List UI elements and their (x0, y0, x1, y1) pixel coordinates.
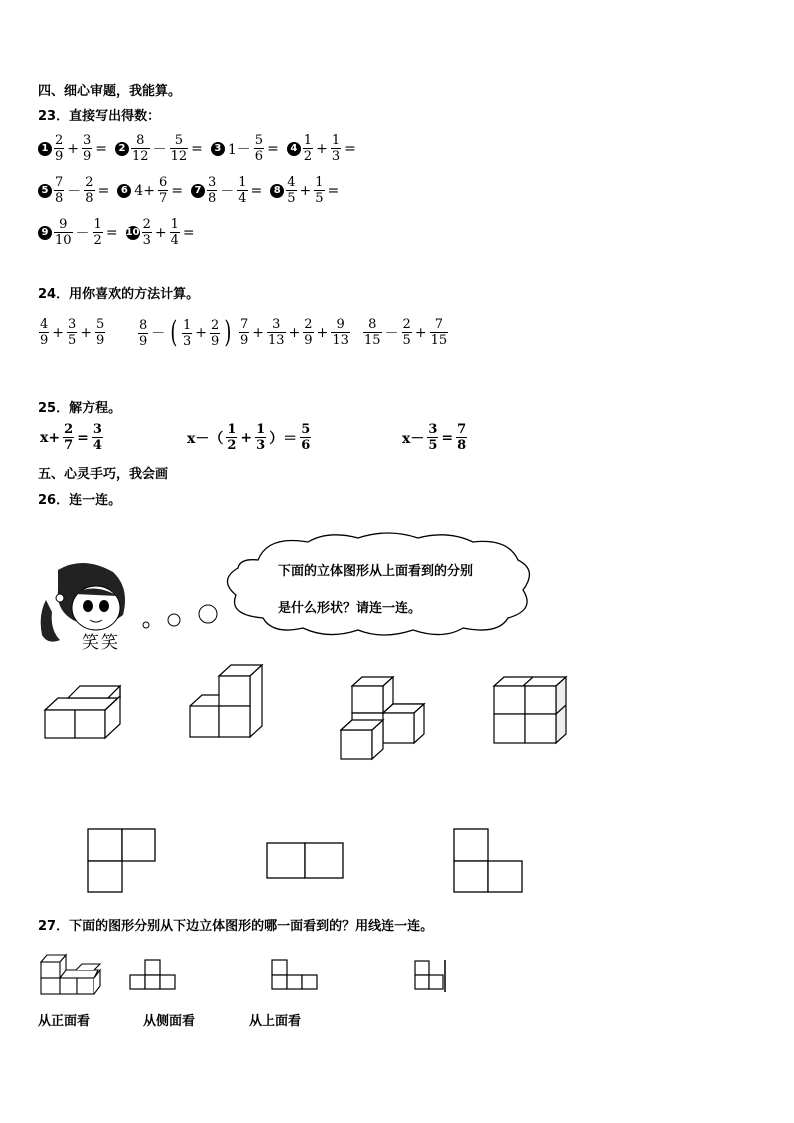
numerator: 3 (68, 317, 77, 332)
question-23-title: 23．直接写出得数： (38, 109, 161, 124)
item-number-badge: 1 (38, 142, 52, 156)
q24-operator: + (316, 324, 329, 341)
denominator: 15 (364, 333, 381, 348)
q23-item (211, 134, 281, 163)
q24-fraction (138, 319, 148, 348)
denominator: 6 (301, 438, 311, 453)
q23-item (38, 218, 120, 247)
denominator: 7 (158, 191, 168, 206)
numerator: 1 (303, 133, 313, 148)
denominator: 2 (303, 149, 313, 164)
item-number-badge: 8 (270, 184, 284, 198)
q25-fraction (427, 423, 438, 452)
cloud-text-line-1: 下面的立体图形从上面看到的分别 (278, 564, 474, 579)
numerator: 8 (368, 317, 377, 332)
denominator: 5 (402, 333, 411, 348)
view-label-front: 从正面看 (38, 1014, 91, 1029)
denominator: 5 (315, 191, 324, 206)
view-label-side: 从侧面看 (143, 1014, 196, 1029)
q23-item (126, 218, 197, 247)
denominator: 15 (430, 333, 448, 348)
q25-fraction (456, 423, 467, 452)
q23-operator: = (105, 224, 118, 241)
denominator: 9 (139, 333, 148, 349)
denominator: 10 (55, 233, 72, 248)
q24-operator: + (52, 324, 65, 341)
section-5-title: 五、心灵手巧，我会画 (38, 467, 169, 482)
denominator: 9 (240, 333, 249, 348)
q23-item (270, 176, 341, 205)
q23-fraction (93, 218, 103, 247)
q24-fraction (67, 318, 77, 347)
view-label-top: 从上面看 (249, 1014, 302, 1029)
q24-operator: + (252, 324, 265, 341)
numerator: 1 (183, 317, 192, 333)
q24-operator: + (414, 324, 427, 341)
item-number-badge: 9 (38, 226, 52, 240)
character-name: 笑笑 (82, 633, 120, 653)
solid-figure-1 (40, 680, 130, 742)
q23-operator: = (171, 182, 183, 199)
q23-row-2 (38, 176, 347, 205)
q25-eq-1 (38, 423, 104, 452)
q23-operator: = (191, 140, 203, 157)
numerator: 1 (93, 217, 102, 232)
denominator: 3 (331, 149, 341, 164)
q23-operator: = (95, 140, 108, 157)
q23-operator: － (152, 141, 167, 158)
q24-fraction (267, 318, 286, 347)
item-number-badge: 10 (125, 227, 140, 238)
q23-fraction (54, 218, 73, 247)
q25-operator: = (441, 429, 454, 446)
q25-eq-2 (185, 423, 312, 452)
numerator: 2 (55, 133, 64, 148)
numerator: 2 (85, 175, 94, 190)
q23-item (115, 134, 205, 163)
section-4-title: 四、细心审题，我能算。 (38, 84, 182, 99)
q23-fraction (254, 134, 264, 163)
numerator: 7 (457, 422, 467, 437)
numerator: 7 (240, 317, 249, 332)
q23-fraction (54, 176, 64, 205)
denominator: 9 (304, 333, 313, 348)
numerator: 9 (59, 217, 68, 232)
numerator: 3 (272, 317, 281, 332)
q23-operator: 4+ (134, 182, 155, 199)
solid-figure-4 (490, 674, 570, 746)
speech-cloud (218, 530, 538, 640)
q25-operator: x－ (402, 430, 425, 447)
q25-operator: x+ (40, 429, 61, 446)
q24-operator: + (195, 325, 208, 341)
q24-expr-4 (362, 318, 449, 347)
numerator: 1 (227, 422, 237, 437)
denominator: 13 (332, 333, 349, 348)
denominator: 8 (457, 438, 467, 453)
q25-fraction (92, 423, 103, 452)
q27-view-1 (128, 958, 178, 992)
q23-fraction (84, 176, 94, 205)
q23-item (287, 134, 358, 163)
q23-operator: + (316, 140, 328, 157)
q23-fraction (331, 134, 341, 163)
question-24-title: 24．用你喜欢的方法计算。 (38, 287, 200, 302)
q23-fraction (237, 176, 247, 205)
denominator: 9 (55, 149, 64, 164)
numerator: 4 (287, 175, 296, 190)
top-view-shape-3 (452, 827, 527, 895)
numerator: 3 (428, 422, 438, 437)
numerator: 1 (256, 422, 266, 437)
top-view-shape-2 (265, 841, 347, 881)
question-25-title: 25．解方程。 (38, 401, 122, 416)
q25-fraction (226, 423, 237, 452)
q23-operator: + (154, 224, 167, 241)
item-number-badge: 6 (117, 184, 131, 198)
denominator: 9 (40, 333, 49, 348)
denominator: 5 (428, 438, 438, 453)
q27-solid-figure (38, 950, 104, 998)
numerator: 3 (207, 175, 217, 190)
q24-expr-3 (238, 318, 351, 347)
numerator: 5 (174, 133, 183, 148)
denominator: 8 (55, 191, 64, 206)
q23-fraction (131, 134, 150, 163)
numerator: 9 (336, 317, 345, 332)
solid-figure-2 (187, 662, 267, 742)
numerator: 5 (254, 133, 264, 148)
denominator: 12 (170, 149, 188, 164)
q24-operator: + (80, 324, 93, 341)
cloud-text-line-2: 是什么形状？请连一连。 (278, 601, 422, 616)
numerator: 1 (238, 175, 247, 190)
item-number-badge: 7 (191, 184, 205, 198)
q23-operator: = (250, 182, 263, 199)
numerator: 5 (96, 317, 105, 332)
denominator: 12 (132, 149, 149, 164)
q25-fraction (255, 423, 266, 452)
denominator: 6 (254, 149, 264, 164)
denominator: 5 (68, 333, 77, 348)
numerator: 8 (139, 317, 148, 333)
numerator: 5 (301, 422, 311, 437)
denominator: 9 (83, 149, 92, 164)
item-number-badge: 3 (211, 142, 225, 156)
q24-fraction (39, 318, 49, 347)
q24-fraction (239, 318, 249, 347)
q23-fraction (158, 176, 168, 205)
q23-fraction (170, 134, 189, 163)
q23-operator: + (299, 182, 312, 199)
denominator: 3 (256, 438, 266, 453)
denominator: 7 (64, 438, 74, 453)
q23-operator: = (344, 140, 356, 157)
denominator: 8 (85, 191, 94, 206)
q24-fraction (402, 318, 412, 347)
q23-fraction (314, 176, 324, 205)
q24-paren: ( (170, 315, 178, 350)
q25-operator: + (240, 429, 253, 446)
denominator: 13 (268, 333, 285, 348)
q25-eq-3 (400, 423, 468, 452)
q27-view-2 (270, 958, 320, 992)
q25-fraction (300, 423, 311, 452)
numerator: 4 (40, 317, 49, 332)
numerator: 2 (304, 317, 313, 332)
q23-operator: = (267, 140, 279, 157)
q23-fraction (303, 134, 313, 163)
denominator: 4 (238, 191, 247, 206)
q24-fraction (303, 318, 313, 347)
q23-row-1 (38, 134, 364, 163)
q23-operator: = (182, 224, 195, 241)
q23-item (38, 134, 109, 163)
q25-fraction (63, 423, 74, 452)
q23-fraction (170, 218, 180, 247)
q23-fraction (142, 218, 152, 247)
q23-operator: － (75, 225, 90, 242)
denominator: 8 (207, 191, 217, 206)
q23-operator: = (327, 182, 340, 199)
q25-operator: x－（ (187, 430, 224, 447)
q23-fraction (286, 176, 296, 205)
q24-fraction (210, 319, 220, 348)
numerator: 1 (331, 133, 341, 148)
numerator: 2 (402, 317, 411, 332)
q23-fraction (207, 176, 217, 205)
q24-expr-1 (38, 318, 106, 347)
q23-item (38, 176, 111, 205)
question-27-title: 27．下面的图形分别从下边立体图形的哪一面看到的？用线连一连。 (38, 919, 434, 934)
q23-operator: － (220, 183, 235, 200)
q24-fraction (182, 319, 192, 348)
top-view-shape-1 (86, 827, 158, 895)
q23-fraction (54, 134, 64, 163)
numerator: 1 (170, 217, 179, 232)
denominator: 5 (287, 191, 296, 206)
q24-fraction (95, 318, 105, 347)
q27-view-3 (412, 958, 448, 994)
numerator: 3 (83, 133, 92, 148)
numerator: 2 (142, 217, 151, 232)
numerator: 2 (64, 422, 74, 437)
denominator: 9 (211, 333, 220, 349)
thought-bubbles (138, 600, 223, 635)
q23-fraction (82, 134, 92, 163)
q23-operator: = (97, 182, 110, 199)
numerator: 1 (315, 175, 324, 190)
q24-operator: － (384, 325, 399, 342)
item-number-badge: 2 (115, 142, 129, 156)
solid-figure-3 (338, 674, 428, 762)
numerator: 7 (55, 175, 64, 190)
q23-item (117, 176, 185, 205)
denominator: 4 (92, 438, 102, 453)
q23-operator: 1－ (227, 141, 251, 158)
numerator: 6 (158, 175, 168, 190)
q24-expr-2 (137, 315, 235, 350)
numerator: 2 (211, 317, 220, 333)
q24-fraction (363, 318, 382, 347)
q23-operator: － (67, 183, 82, 200)
q24-fraction (331, 318, 350, 347)
q24-paren: ) (224, 315, 232, 350)
q24-operator: － (151, 326, 166, 342)
q25-operator: ）＝ (269, 430, 298, 447)
q24-fraction (430, 318, 449, 347)
item-number-badge: 4 (287, 142, 301, 156)
denominator: 3 (183, 333, 192, 349)
denominator: 3 (142, 233, 151, 248)
q24-operator: + (288, 324, 301, 341)
q23-row-3 (38, 218, 203, 247)
q23-operator: + (67, 140, 80, 157)
item-number-badge: 5 (38, 184, 52, 198)
q23-item (191, 176, 264, 205)
numerator: 3 (92, 422, 102, 437)
denominator: 4 (170, 233, 179, 248)
denominator: 2 (227, 438, 237, 453)
denominator: 9 (96, 333, 105, 348)
numerator: 8 (136, 133, 145, 148)
question-26-title: 26．连一连。 (38, 493, 122, 508)
numerator: 7 (434, 317, 443, 332)
q25-operator: = (77, 429, 89, 446)
denominator: 2 (93, 233, 102, 248)
